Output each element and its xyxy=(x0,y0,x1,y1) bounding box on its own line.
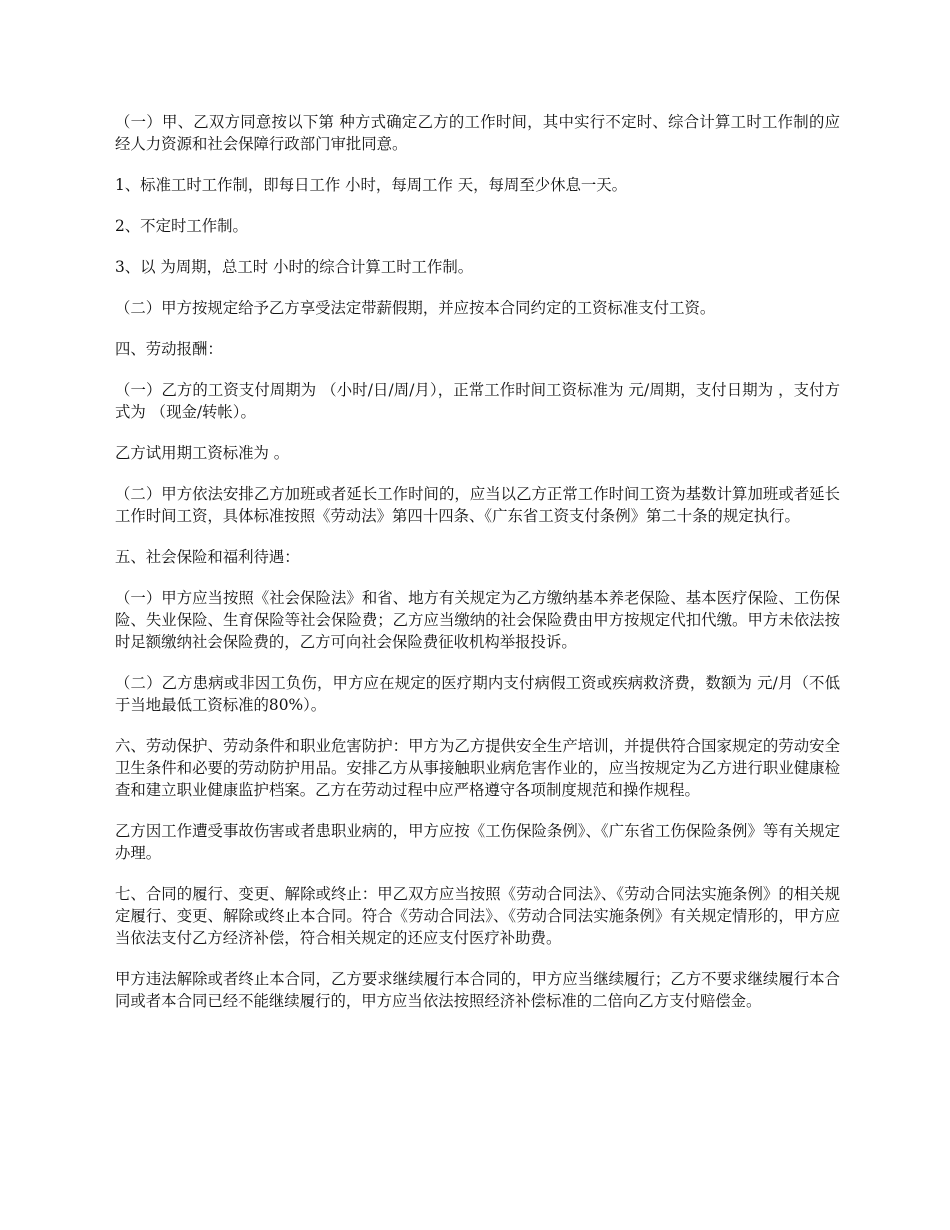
paragraph-work-injury: 乙方因工作遭受事故伤害或者患职业病的，甲方应按《工伤保险条例》、《广东省工伤保险条例》等有关规定办理。 xyxy=(115,822,840,862)
document-body xyxy=(115,111,840,1031)
section-heading-labor-protection: 六、劳动保护、劳动条件和职业危害防护：甲方为乙方提供安全生产培训，并提供符合国家规定的劳动安全卫生条件和必要的劳动防护用品。安排乙方从事接触职业病危害作业的，应当按规定为乙方进行职业健康检查和建立职业健康监护档案。乙方在劳动过程中应严格遵守各项制度规范和操作规程。 xyxy=(115,737,840,799)
section-heading-compensation: 四、劳动报酬： xyxy=(115,340,223,358)
paragraph-paid-leave: （二）甲方按规定给予乙方享受法定带薪假期，并应按本合同约定的工资标准支付工资。 xyxy=(115,299,716,317)
paragraph-illegal-termination: 甲方违法解除或者终止本合同，乙方要求继续履行本合同的，甲方应当继续履行；乙方不要求继续履行本合同或者本合同已经不能继续履行的，甲方应当依法按照经济补偿标准的二倍向乙方支付赔偿金。 xyxy=(115,970,840,1010)
paragraph-social-insurance: （一）甲方应当按照《社会保险法》和省、地方有关规定为乙方缴纳基本养老保险、基本医疗保险、工伤保险、失业保险、生育保险等社会保险费；乙方应当缴纳的社会保险费由甲方按规定代扣代缴。甲方未依法按时足额缴纳社会保险费的，乙方可向社会保险费征收机构举报投诉。 xyxy=(115,589,840,651)
section-heading-social-insurance: 五、社会保险和福利待遇： xyxy=(115,548,300,566)
paragraph-probation-wage: 乙方试用期工资标准为 。 xyxy=(115,444,290,462)
paragraph-wage-payment: （一）乙方的工资支付周期为 （小时/日/周/月），正常工作时间工资标准为 元/周期，支付日期为 ，支付方式为 （现金/转帐）。 xyxy=(115,381,840,421)
paragraph-work-hours-method: （一）甲、乙双方同意按以下第 种方式确定乙方的工作时间，其中实行不定时、综合计算工时工作制的应经人力资源和社会保障行政部门审批同意。 xyxy=(115,113,840,153)
paragraph-overtime-pay: （二）甲方依法安排乙方加班或者延长工作时间的，应当以乙方正常工作时间工资为基数计算加班或者延长工作时间工资，具体标准按照《劳动法》第四十四条、《广东省工资支付条例》第二十条的规定执行。 xyxy=(115,485,840,525)
paragraph-comprehensive-hours: 3、以 为周期，总工时 小时的综合计算工时工作制。 xyxy=(115,258,474,276)
paragraph-flexible-hours: 2、不定时工作制。 xyxy=(115,217,248,235)
paragraph-standard-hours: 1、标准工时工作制，即每日工作 小时，每周工作 天，每周至少休息一天。 xyxy=(115,176,628,194)
section-heading-contract-performance: 七、合同的履行、变更、解除或终止：甲乙双方应当按照《劳动合同法》、《劳动合同法实施条例》的相关规定履行、变更、解除或终止本合同。符合《劳动合同法》、《劳动合同法实施条例》有关规定情形的，甲方应当依法支付乙方经济补偿，符合相关规定的还应支付医疗补助费。 xyxy=(115,885,840,947)
paragraph-sick-leave: （二）乙方患病或非因工负伤，甲方应在规定的医疗期内支付病假工资或疾病救济费，数额为 元/月（不低于当地最低工资标准的80%）。 xyxy=(115,674,840,714)
